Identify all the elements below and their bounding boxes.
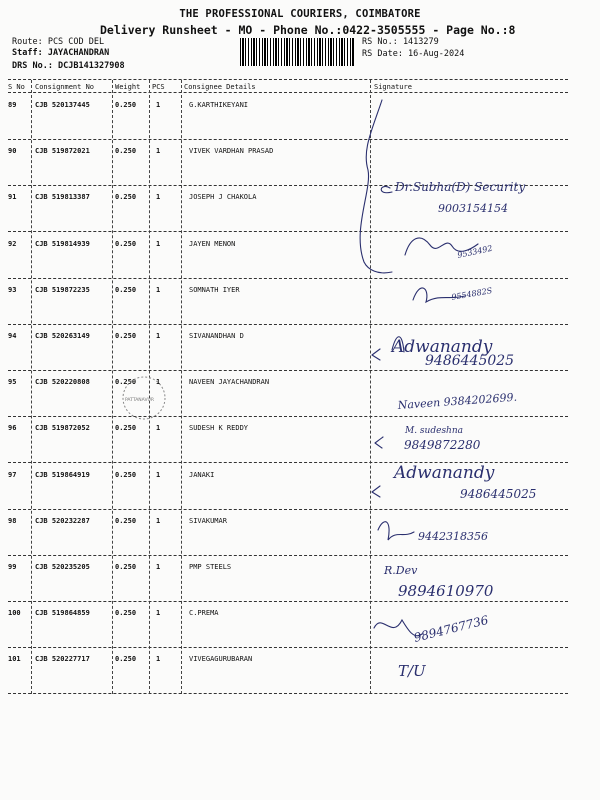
row-divider: [8, 693, 568, 694]
row-sno: 98: [8, 516, 17, 525]
row-sno: 92: [8, 239, 17, 248]
header-bottom-rule: [8, 92, 568, 93]
row-consignee: PMP STEELS: [189, 563, 232, 571]
handwriting: 9894610970: [398, 582, 494, 600]
row-consignment-no: CJB 520235205: [35, 563, 90, 571]
handwriting: Adwanandy: [394, 463, 495, 483]
row-pcs: 1: [156, 285, 161, 294]
handwriting: 9554882S: [450, 285, 493, 302]
handwriting: R.Dev: [384, 564, 418, 577]
row-pcs: 1: [156, 378, 161, 387]
row-consignment-no: CJB 520263149: [35, 332, 90, 340]
row-pcs: 1: [156, 609, 161, 618]
row-weight: 0.250: [115, 378, 137, 387]
row-consignee: SOMNATH IYER: [189, 285, 240, 294]
row-consignment-no: CJB 519813387: [35, 193, 90, 202]
handwriting: 9533492: [456, 243, 494, 260]
row-weight: 0.250: [115, 516, 137, 525]
row-consignment-no: CJB 520220808: [35, 378, 90, 387]
row-consignment-no: CJB 519872052: [35, 424, 90, 433]
row-consignee: JAYEN MENON: [189, 239, 236, 248]
row-divider: [8, 139, 568, 140]
col-header-pcs: PCS: [152, 83, 165, 91]
row-divider: [8, 509, 568, 510]
row-sno: 99: [8, 563, 17, 571]
row-divider: [8, 231, 568, 232]
row-weight: 0.250: [115, 101, 137, 109]
row-weight: 0.250: [115, 332, 137, 340]
row-sno: 96: [8, 424, 17, 433]
row-consignee: VIVEK VARDHAN PRASAD: [189, 147, 274, 156]
row-consignee: JOSEPH J CHAKOLA: [189, 193, 257, 202]
signature-scribble: [378, 522, 414, 540]
row-pcs: 1: [156, 101, 161, 109]
row-consignee: SIVAKUMAR: [189, 516, 227, 525]
rs-number: RS No.: 1413279: [362, 37, 439, 47]
handwriting: 9442318356: [418, 530, 488, 543]
row-sno: 91: [8, 193, 17, 202]
row-consignee: SIVANANDHAN D: [189, 332, 244, 340]
row-pcs: 1: [156, 655, 161, 664]
signature-scribble: [405, 238, 478, 255]
barcode: [240, 38, 354, 66]
handwriting: M. sudeshna: [405, 426, 464, 436]
col-header-weight: Weight: [115, 83, 141, 91]
row-consignment-no: CJB 520227717: [35, 655, 90, 664]
row-pcs: 1: [156, 239, 161, 248]
row-consignment-no: CJB 519872021: [35, 147, 90, 156]
signature-scribble: [413, 288, 465, 302]
row-consignment-no: CJB 519864859: [35, 609, 90, 618]
row-consignee: G.KARTHIKEYANI: [189, 101, 249, 109]
row-divider: [8, 555, 568, 556]
row-consignment-no: CJB 520137445: [35, 101, 90, 109]
row-divider: [8, 370, 568, 371]
signature-scribble: [374, 620, 422, 636]
row-divider: [8, 462, 568, 463]
staff-label: Staff: JAYACHANDRAN: [12, 48, 110, 58]
row-sno: 101: [8, 655, 21, 664]
row-sno: 97: [8, 470, 17, 479]
table-top-rule: [8, 79, 568, 80]
rs-date: RS Date: 16-Aug-2024: [362, 49, 465, 59]
row-weight: 0.250: [115, 285, 137, 294]
row-consignment-no: CJB 519864919: [35, 470, 90, 479]
runsheet-title: Delivery Runsheet - MO - Phone No.:0422-3505555 - Page No.:8: [100, 23, 516, 37]
row-consignee: C.PREMA: [189, 609, 219, 618]
row-sno: 100: [8, 609, 21, 618]
row-consignee: SUDESH K REDDY: [189, 424, 249, 433]
row-weight: 0.250: [115, 147, 137, 156]
company-title: THE PROFESSIONAL COURIERS, COIMBATORE: [179, 8, 421, 20]
col-header-consignee: Consignee Details: [184, 83, 256, 91]
row-pcs: 1: [156, 332, 161, 340]
row-consignment-no: CJB 519814939: [35, 239, 90, 248]
stamp-text: PATTANAVUR: [125, 398, 154, 403]
handwriting: T/U: [398, 662, 426, 680]
handwriting: 9486445025: [425, 353, 515, 369]
row-divider: [8, 416, 568, 417]
row-weight: 0.250: [115, 655, 137, 664]
row-pcs: 1: [156, 563, 161, 571]
row-weight: 0.250: [115, 193, 137, 202]
drs-number: DRS No.: DCJB141327908: [12, 61, 125, 71]
signature-scribble: [372, 486, 380, 497]
handwriting: Adwanandy: [392, 337, 493, 357]
handwriting: Naveen 9384202699.: [397, 390, 518, 412]
row-pcs: 1: [156, 516, 161, 525]
handwriting: 9003154154: [438, 202, 508, 215]
row-consignment-no: CJB 520232287: [35, 516, 90, 525]
row-pcs: 1: [156, 470, 161, 479]
col-header-sno: S No: [8, 83, 25, 91]
row-weight: 0.250: [115, 239, 137, 248]
row-sno: 94: [8, 332, 17, 340]
row-sno: 95: [8, 378, 17, 387]
col-header-consignment: Consignment No: [35, 83, 95, 91]
handwriting: 9894767736: [412, 612, 490, 645]
bracket-stroke: [360, 100, 392, 273]
row-sno: 89: [8, 101, 17, 109]
row-weight: 0.250: [115, 609, 137, 618]
route-label: Route: PCS COD DEL: [12, 37, 105, 47]
row-pcs: 1: [156, 147, 161, 156]
row-divider: [8, 278, 568, 279]
row-weight: 0.250: [115, 424, 137, 433]
col-header-signature: Signature: [374, 83, 412, 91]
row-consignee: JANAKI: [189, 470, 215, 479]
signature-scribble: [372, 337, 404, 360]
row-weight: 0.250: [115, 470, 137, 479]
handwriting: 9486445025: [460, 487, 537, 501]
row-pcs: 1: [156, 424, 161, 433]
signature-scribble: [375, 437, 383, 448]
bracket-stroke: [381, 186, 392, 192]
row-consignee: VIVEGAGURUBARAN: [189, 655, 253, 664]
row-consignment-no: CJB 519872235: [35, 285, 90, 294]
row-consignee: NAVEEN JAYACHANDRAN: [189, 378, 270, 387]
row-divider: [8, 647, 568, 648]
row-weight: 0.250: [115, 563, 137, 571]
row-pcs: 1: [156, 193, 161, 202]
row-sno: 93: [8, 285, 17, 294]
row-divider: [8, 601, 568, 602]
row-divider: [8, 185, 568, 186]
row-divider: [8, 324, 568, 325]
row-sno: 90: [8, 147, 17, 156]
handwriting: 9849872280: [404, 438, 481, 452]
handwriting: Dr.Subha(D) Security: [395, 180, 526, 194]
